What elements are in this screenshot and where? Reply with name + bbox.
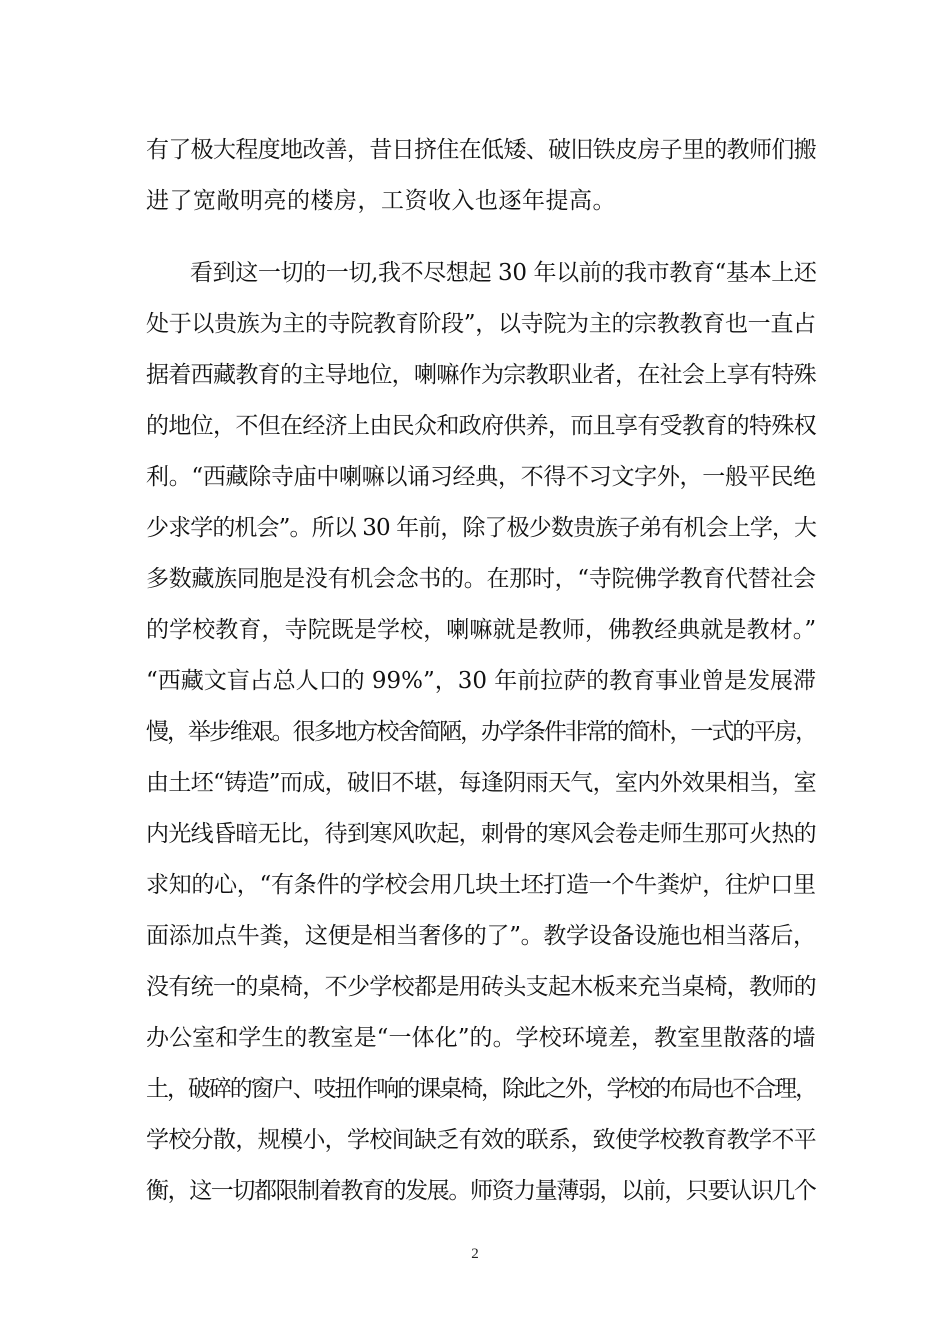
paragraph-2-line-10: 慢，举步维艰。很多地方校舍简陋，办学条件非常的简朴，一式的平房， <box>146 719 816 745</box>
paragraph-2-line-16: 办公室和学生的教室是“一体化”的。学校环境差，教室里散落的墙 <box>146 1025 816 1051</box>
paragraph-2-line-1: 看到这一切的一切,我不尽想起 30 年以前的我市教育“基本上还 <box>190 260 817 286</box>
paragraph-1-line-1: 有了极大程度地改善，昔日挤住在低矮、破旧铁皮房子里的教师们搬 <box>146 137 817 163</box>
paragraph-2-line-12: 内光线昏暗无比，待到寒风吹起，刺骨的寒风会卷走师生那可火热的 <box>146 821 817 847</box>
paragraph-2-line-8: 的学校教育，寺院既是学校，喇嘛就是教师，佛教经典就是教材。” <box>146 617 817 643</box>
paragraph-2-line-4: 的地位，不但在经济上由民众和政府供养，而且享有受教育的特殊权 <box>146 413 817 439</box>
paragraph-2-line-3: 据着西藏教育的主导地位，喇嘛作为宗教职业者，在社会上享有特殊 <box>146 362 817 388</box>
paragraph-2-line-2: 处于以贵族为主的寺院教育阶段”，以寺院为主的宗教教育也一直占 <box>146 311 816 337</box>
paragraph-2-line-6: 少求学的机会”。所以 30 年前，除了极少数贵族子弟有机会上学，大 <box>146 515 817 541</box>
paragraph-2-line-14: 面添加点牛粪，这便是相当奢侈的了”。教学设备设施也相当落后， <box>146 923 816 949</box>
paragraph-1-line-2: 进了宽敞明亮的楼房，工资收入也逐年提高。 <box>146 188 616 214</box>
paragraph-2-line-11: 由土坯“铸造”而成，破旧不堪，每逢阴雨天气，室内外效果相当，室 <box>146 770 817 796</box>
paragraph-2-line-19: 衡，这一切都限制着教育的发展。师资力量薄弱，以前，只要认识几个 <box>146 1178 816 1204</box>
page-number: 2 <box>471 1246 479 1262</box>
paragraph-2-line-7: 多数藏族同胞是没有机会念书的。在那时，“寺院佛学教育代替社会 <box>146 566 816 592</box>
paragraph-2-line-5: 利。“西藏除寺庙中喇嘛以诵习经典，不得不习文字外，一般平民绝 <box>146 464 816 490</box>
paragraph-2-line-13: 求知的心，“有条件的学校会用几块土坯打造一个牛粪炉，往炉口里 <box>146 872 816 898</box>
paragraph-2-line-9: “西藏文盲占总人口的 99%”，30 年前拉萨的教育事业曾是发展滞 <box>146 668 817 694</box>
paragraph-2-line-15: 没有统一的桌椅，不少学校都是用砖头支起木板来充当桌椅，教师的 <box>146 974 817 1000</box>
paragraph-2-line-17: 土，破碎的窗户、吱扭作响的课桌椅，除此之外，学校的布局也不合理， <box>146 1076 816 1102</box>
paragraph-2-line-18: 学校分散，规模小，学校间缺乏有效的联系，致使学校教育教学不平 <box>146 1127 817 1153</box>
